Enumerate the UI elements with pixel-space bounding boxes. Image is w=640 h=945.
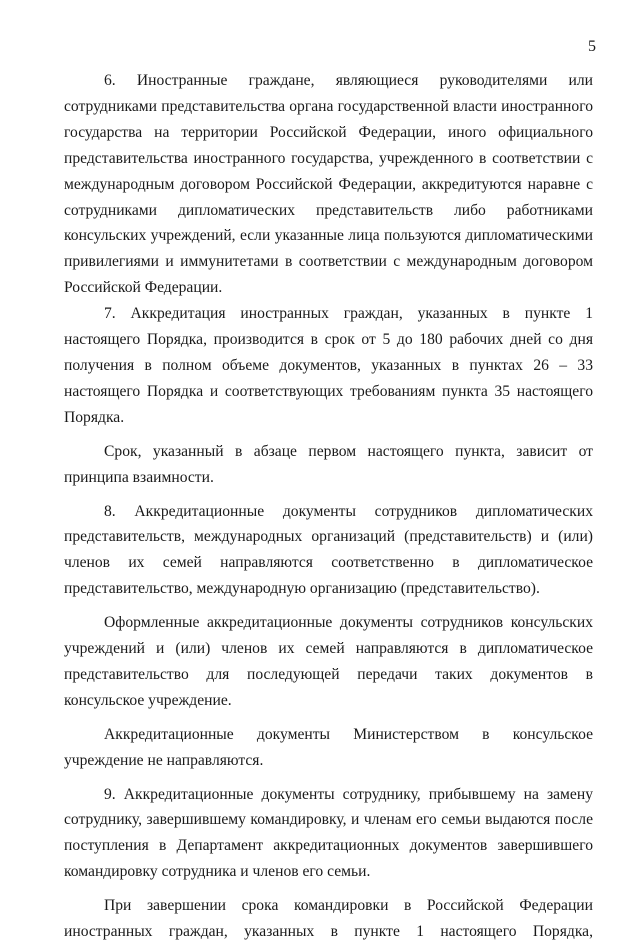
paragraph-item-8-consular: Оформленные аккредитационные документы сотрудников консульских учреждений и (или) членов их семей направляются в дипломатическое представительство для последующей передачи таких документов в консульское учреждение.	[64, 614, 593, 709]
paragraph-item-6: 6. Иностранные граждане, являющиеся руководителями или сотрудниками представительства органа государственной власти иностранного государства на территории Российской Федерации, иного официального представительства иностранного государства, учрежденного в соответствии с международным договором Российской Федерации, аккредитуются наравне с сотрудниками дипломатических представительств либо работниками консульских учреждений, если указанные лица пользуются дипломатическими привилегиями и иммунитетами в соответствии с международным договором Российской Федерации.	[64, 72, 593, 297]
paragraph-item-7: 7. Аккредитация иностранных граждан, указанных в пункте 1 настоящего Порядка, производится в срок от 5 до 180 рабочих дней со дня получения в полном объеме документов, указанных в пунктах 26 – 33 настоящего Порядка и соответствующих требованиям пункта 35 настоящего Порядка.	[64, 305, 593, 426]
paragraph-item-7-term: Срок, указанный в абзаце первом настоящего пункта, зависит от принципа взаимности.	[64, 442, 593, 486]
paragraph-item-9-completion: При завершении срока командировки в Российской Федерации иностранных граждан, указанных в пункте 1 настоящего Порядка,	[64, 897, 593, 941]
document-body	[64, 68, 593, 945]
paragraph-item-8-not-sent: Аккредитационные документы Министерством в консульское учреждение не направляются.	[64, 725, 593, 769]
paragraph-item-9: 9. Аккредитационные документы сотруднику, прибывшему на замену сотруднику, завершившему командировку, и членам его семьи выдаются после поступления в Департамент аккредитационных документов завершившего командировку сотрудника и членов его семьи.	[64, 785, 593, 881]
paragraph-item-8: 8. Аккредитационные документы сотрудников дипломатических представительств, международных организаций (представительств) и (или) членов их семей направляются соответственно в дипломатическое представительство, международную организацию (представительство).	[64, 502, 593, 598]
page-number: 5	[588, 38, 596, 55]
